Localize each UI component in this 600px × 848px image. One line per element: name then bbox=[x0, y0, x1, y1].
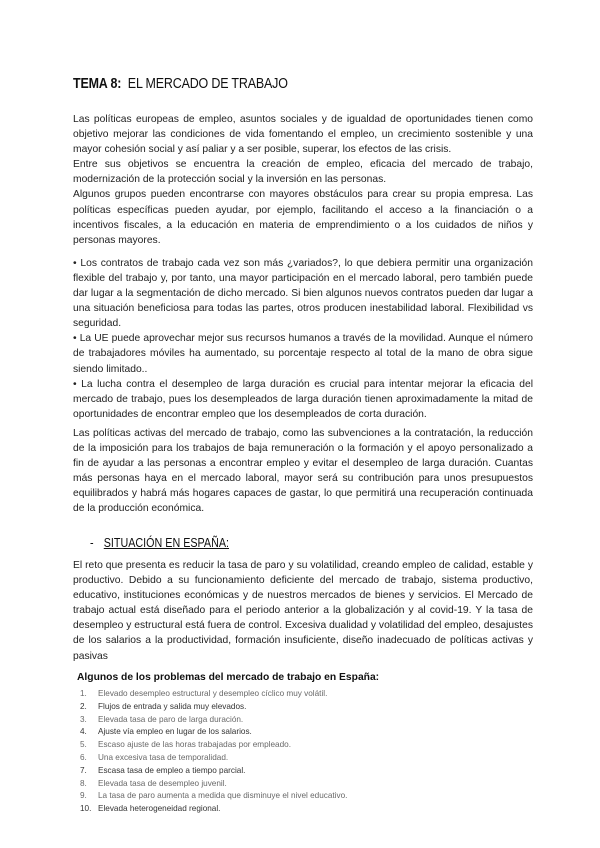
item-number: 9. bbox=[80, 791, 87, 801]
item-number: 5. bbox=[80, 740, 87, 750]
problems-title: Algunos de los problemas del mercado de trabajo en España: bbox=[77, 672, 380, 683]
list-item bbox=[80, 803, 370, 816]
intro-paragraph: Las políticas europeas de empleo, asuntos sociales y de igualdad de oportunidades tienen como objetivo mejorar las condiciones de vida fomentando el empleo, un crecimiento sostenible y una mayor cohesión social y así paliar y a ser posible, superar, los efectos de las crisis. bbox=[73, 114, 533, 156]
item-text: Elevado desempleo estructural y desempleo cíclico muy volátil. bbox=[98, 689, 328, 698]
list-item bbox=[80, 790, 370, 803]
section-heading bbox=[90, 536, 229, 550]
title-text: EL MERCADO DE TRABAJO bbox=[127, 76, 288, 92]
item-number: 2. bbox=[80, 701, 87, 711]
item-text: Elevada heterogeneidad regional. bbox=[98, 804, 221, 814]
item-number: 1. bbox=[80, 689, 87, 698]
item-number: 7. bbox=[80, 765, 87, 775]
item-text: Ajuste vía empleo en lugar de los salarios. bbox=[98, 727, 252, 737]
bullet-paragraph: • La UE puede aprovechar mejor sus recursos humanos a través de la movilidad. Aunque el número de trabajadores móviles ha aumentado, su porcentaje respecto al total de la mano de obra sigue siendo limitado.. bbox=[73, 333, 533, 375]
item-text: Elevada tasa de paro de larga duración. bbox=[98, 714, 244, 724]
list-item bbox=[80, 714, 370, 727]
item-text: Escaso ajuste de las horas trabajadas por empleado. bbox=[98, 740, 291, 750]
item-number: 4. bbox=[80, 727, 87, 737]
list-item bbox=[80, 778, 370, 791]
title-number: TEMA 8: bbox=[73, 76, 122, 92]
item-text: La tasa de paro aumenta a medida que disminuye el nivel educativo. bbox=[98, 791, 348, 801]
item-number: 6. bbox=[80, 752, 87, 762]
item-text: Elevada tasa de desempleo juvenil. bbox=[98, 778, 227, 788]
section-title: SITUACIÓN EN ESPAÑA: bbox=[103, 536, 230, 550]
item-text: Escasa tasa de empleo a tiempo parcial. bbox=[98, 765, 246, 775]
section-dash: - bbox=[90, 536, 94, 550]
item-number: 10. bbox=[80, 804, 92, 814]
page-title bbox=[73, 76, 288, 92]
spain-paragraph: El reto que presenta es reducir la tasa de paro y su volatilidad, creando empleo de calidad, estable y productivo. Debido a su funcionamiento deficiente del mercado de trabajo, sistema productivo, educativo, instituciones económicas y de nuestros mercados de bienes y servicios. El Mercado de trabajo actual está diseñado para el periodo anterior a la globalización y al covid-19. Y la tasa de desempleo y estructural está fuera de control. Excesiva dualidad y volatilidad del empleo, desajustes de los salarios a la productividad, formación insuficiente, diseño inadecuado de políticas activas y pasivas bbox=[73, 560, 533, 662]
bullet-paragraph: • Los contratos de trabajo cada vez son más ¿variados?, lo que debiera permitir una organización flexible del trabajo y, por tanto, una mayor participación en el mercado laboral, pero también puede dar lugar a la segmentación de dicho mercado. Si bien algunos nuevos contratos pueden dar lugar a una situación beneficiosa para todas las partes, otros producen inestabilidad laboral. Flexibilidad vs seguridad. bbox=[73, 257, 533, 330]
intro-section bbox=[73, 112, 533, 516]
problems-list bbox=[80, 688, 370, 816]
list-item bbox=[80, 739, 370, 752]
intro-paragraph: Algunos grupos pueden encontrarse con mayores obstáculos para crear su propia empresa. Las políticas específicas pueden ayudar, por ejemplo, facilitando el acceso a la financiación o a incentivos fiscales, a la educación en materia de emprendimiento o a los cuidados de niños y personas mayores. bbox=[73, 189, 533, 246]
list-item bbox=[80, 765, 370, 778]
active-policies-paragraph: Las políticas activas del mercado de trabajo, como las subvenciones a la contratación, la reducción de la imposición para los trabajos de baja remuneración o la formación y el apoyo personalizado a fin de ayudar a las personas a encontrar empleo y evitar el desempleo de larga duración. Cuantas más personas haya en el mercado laboral, mayor será su contribución para unos presupuestos equilibrados y habrá más hogares capaces de gastar, lo que permitirá una recuperación continuada de la producción económica. bbox=[73, 427, 533, 515]
item-number: 3. bbox=[80, 714, 87, 724]
item-number: 8. bbox=[80, 778, 87, 788]
spain-section bbox=[73, 558, 533, 664]
item-text: Flujos de entrada y salida muy elevados. bbox=[98, 701, 247, 711]
list-item bbox=[80, 726, 370, 739]
bullet-paragraph: • La lucha contra el desempleo de larga duración es crucial para intentar mejorar la eficacia del mercado de trabajo, pues los desempleados de larga duración tienen aproximadamente la mitad de oportunidades de encontrar empleo que los desempleados de corta duración. bbox=[73, 378, 533, 420]
list-item bbox=[80, 752, 370, 765]
item-text: Una excesiva tasa de temporalidad. bbox=[98, 752, 229, 762]
intro-paragraph: Entre sus objetivos se encuentra la creación de empleo, eficacia del mercado de trabajo, modernización de la protección social y la inversión en las personas. bbox=[73, 159, 533, 186]
list-item bbox=[80, 701, 370, 714]
list-item bbox=[80, 688, 370, 701]
